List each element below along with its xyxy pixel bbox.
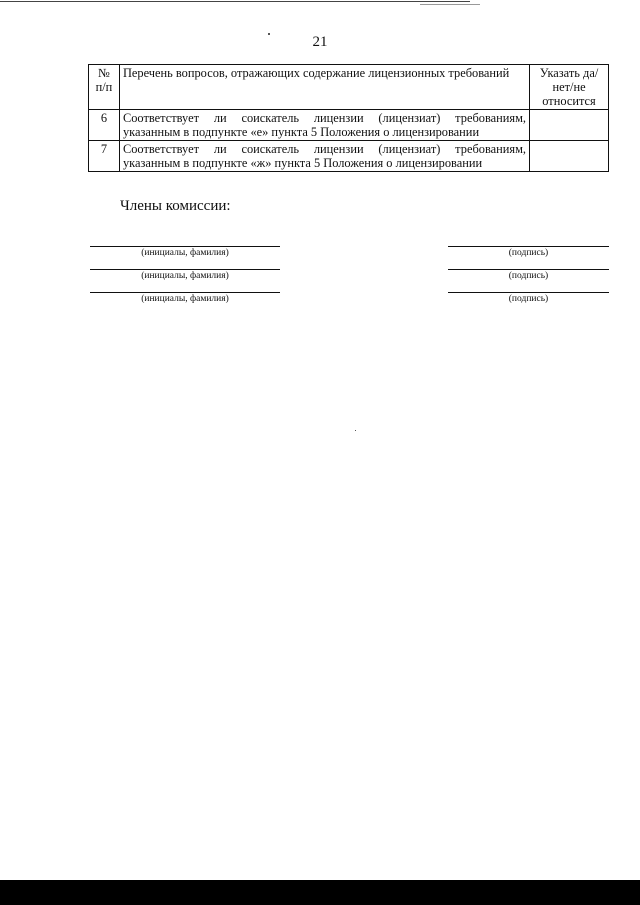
commission-title: Члены комиссии: [120,198,231,214]
signature-row [0,269,640,283]
scan-speck [355,430,356,431]
signature-line[interactable] [448,269,609,270]
scan-bottom-edge [0,880,640,905]
header-number: № п/п [89,65,120,110]
signature-row [0,292,640,306]
signature-line[interactable] [448,246,609,247]
row-number: 7 [89,141,120,172]
table-header-row [89,65,609,110]
row-number: 6 [89,110,120,141]
scan-top-edge-line [420,4,480,5]
signature-row [0,246,640,260]
header-answer: Указать да/нет/не относится [530,65,609,110]
row-answer-cell[interactable] [530,110,609,141]
row-requirement-text: Соответствует ли соискатель лицензии (лицензиат) требованиям, указанным в подпункте «е» пункта 5 Положения о лицензировании [119,110,529,141]
name-line[interactable] [90,292,280,293]
row-requirement-text: Соответствует ли соискатель лицензии (лицензиат) требованиям, указанным в подпункте «ж» пункта 5 Положения о лицензировании [119,141,529,172]
name-line[interactable] [90,269,280,270]
name-line[interactable] [90,246,280,247]
name-caption: (инициалы, фамилия) [141,248,229,258]
name-caption: (инициалы, фамилия) [141,294,229,304]
signature-caption: (подпись) [508,294,549,304]
row-answer-cell[interactable] [530,141,609,172]
requirements-table [88,64,609,172]
table-row [89,141,609,172]
scan-top-edge-line [0,1,470,2]
signature-line[interactable] [448,292,609,293]
header-requirements: Перечень вопросов, отражающих содержание лицензионных требований [119,65,529,110]
signature-caption: (подпись) [508,271,549,281]
page-number: 21 [312,34,328,50]
signature-caption: (подпись) [508,248,549,258]
table-row [89,110,609,141]
name-caption: (инициалы, фамилия) [141,271,229,281]
